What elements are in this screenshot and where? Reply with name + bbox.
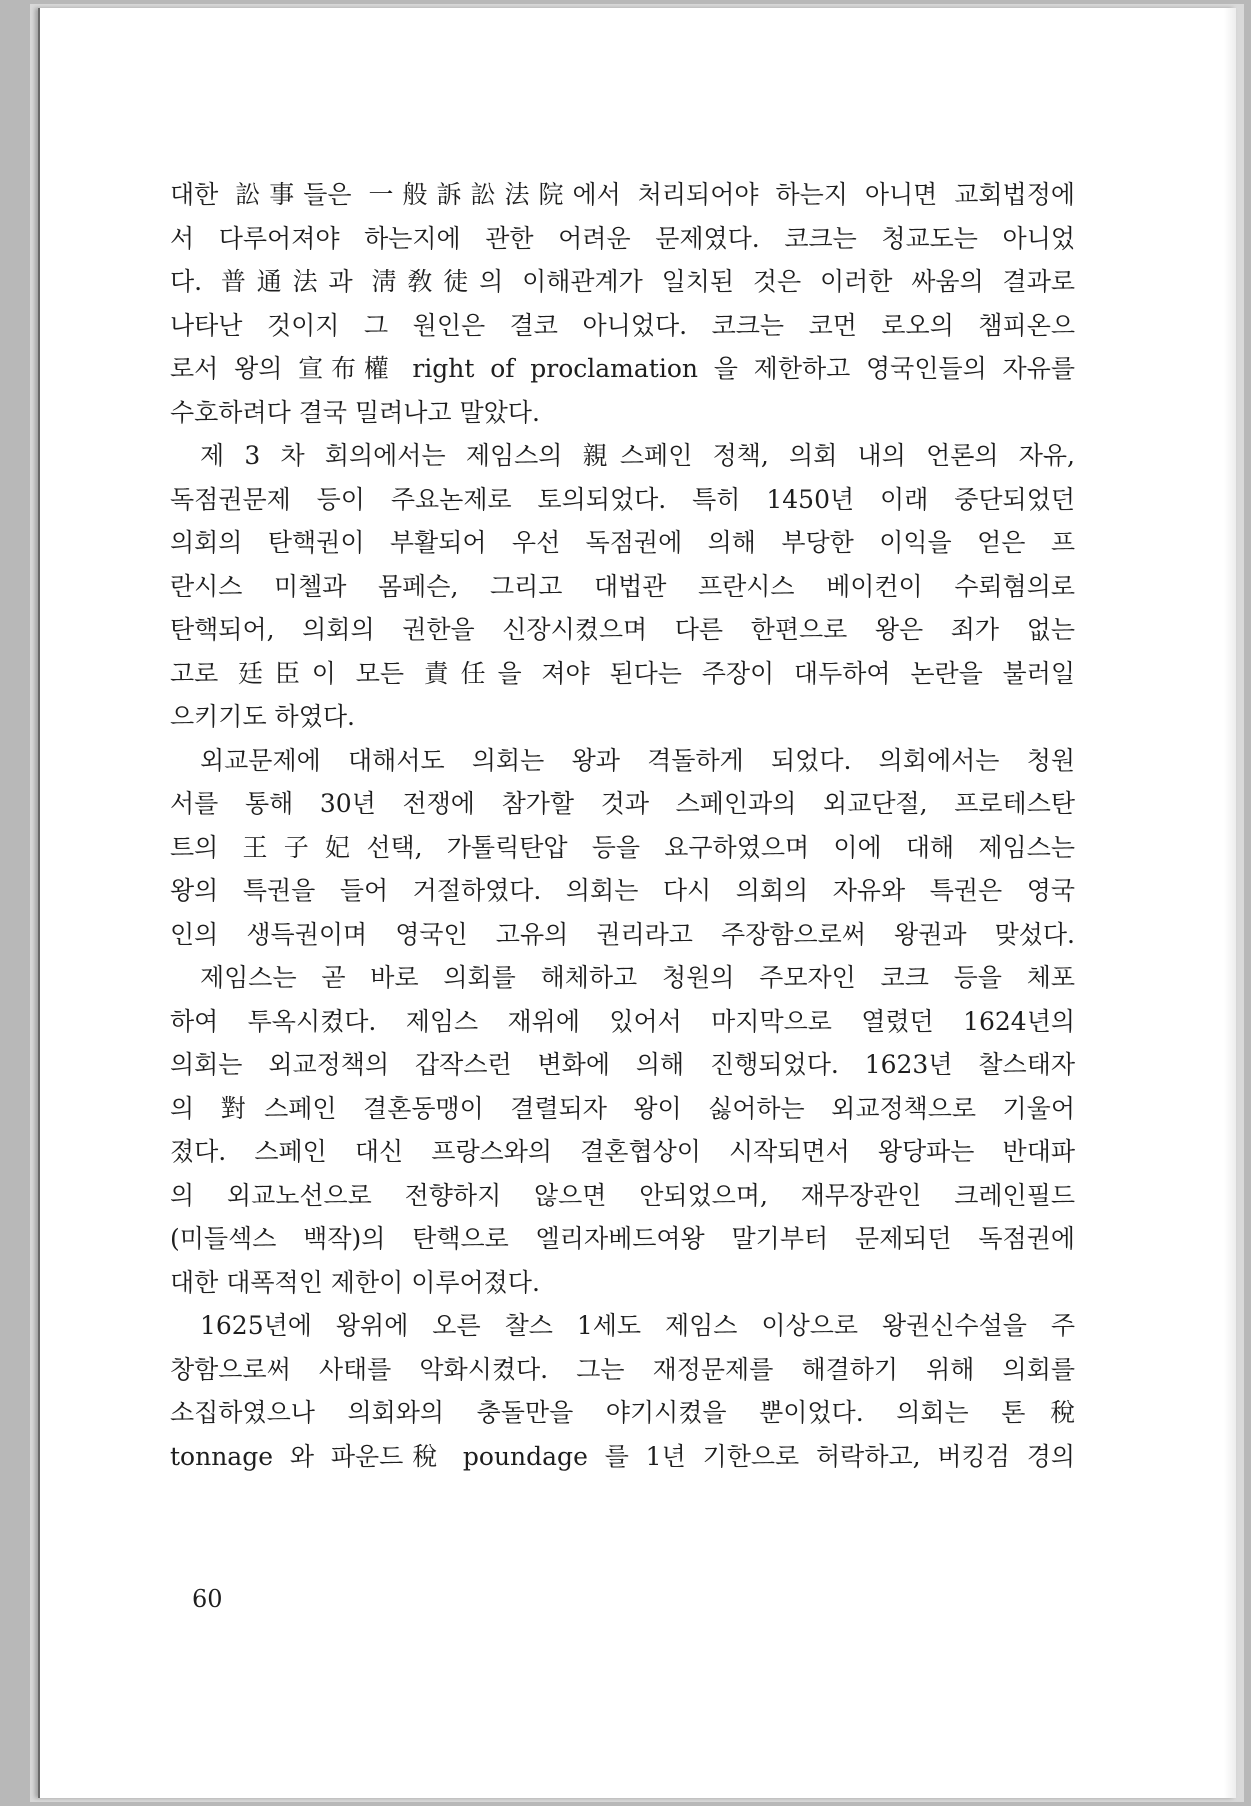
text-line: 의회는 외교정책의 갑작스런 변화에 의해 진행되었다. 1623년 찰스태자 <box>170 1050 1075 1079</box>
text-line: 졌다. 스페인 대신 프랑스와의 결혼협상이 시작되면서 왕당파는 반대파 <box>170 1137 1075 1166</box>
text-line: tonnage 와 파운드稅 poundage 를 1년 기한으로 허락하고, 버킹검 경의 <box>170 1441 1075 1471</box>
text-line: 란시스 미첼과 몸페슨, 그리고 대법관 프란시스 베이컨이 수뢰혐의로 <box>170 571 1075 601</box>
text-line: 다. 普通法과 淸敎徒의 이해관계가 일치된 것은 이러한 싸움의 결과로 <box>170 267 1075 296</box>
text-line: 서를 통해 30년 전쟁에 참가할 것과 스페인과의 외교단절, 프로테스탄 <box>170 789 1075 818</box>
text-line: 로서 왕의 宣布權 right of proclamation 을 제한하고 영국인들의 자유를 <box>170 354 1075 383</box>
text-line: 의회의 탄핵권이 부활되어 우선 독점권에 의해 부당한 이익을 얻은 프 <box>170 528 1075 557</box>
text-line: 제임스는 곧 바로 의회를 해체하고 청원의 주모자인 코크 등을 체포 <box>200 963 1075 992</box>
text-line: 외교문제에 대해서도 의회는 왕과 격돌하게 되었다. 의회에서는 청원 <box>200 745 1075 775</box>
text-line: 탄핵되어, 의회의 권한을 신장시켰으며 다른 한편으로 왕은 죄가 없는 <box>170 615 1075 644</box>
page-edge <box>1224 8 1236 1798</box>
text-line: 트의 王子妃선택, 가톨릭탄압 등을 요구하였으며 이에 대해 제임스는 <box>170 832 1075 862</box>
text-line: 고로 廷臣이 모든 責任을 져야 된다는 주장이 대두하여 논란을 불러일 <box>170 658 1075 688</box>
text-line: 제 3 차 회의에서는 제임스의 親스페인 정책, 의회 내의 언론의 자유, <box>200 441 1075 470</box>
text-line: 대한 訟事들은 一般訴訟法院에서 처리되어야 하는지 아니면 교회법정에 <box>170 180 1075 209</box>
page-number: 60 <box>192 1585 223 1613</box>
text-line: 창함으로써 사태를 악화시켰다. 그는 재정문제를 해결하기 위해 의회를 <box>170 1354 1075 1384</box>
text-line: 서 다루어져야 하는지에 관한 어려운 문제였다. 코크는 청교도는 아니었 <box>170 223 1075 253</box>
text-line: 인의 생득권이며 영국인 고유의 권리라고 주장함으로써 왕권과 맞섰다. <box>170 919 1075 949</box>
text-line: 수호하려다 결국 밀려나고 말았다. <box>170 397 540 427</box>
text-line: 의 對스페인 결혼동맹이 결렬되자 왕이 싫어하는 외교정책으로 기울어 <box>170 1093 1075 1123</box>
text-line: 소집하였으나 의회와의 충돌만을 야기시켰을 뿐이었다. 의회는 톤稅 <box>170 1398 1075 1427</box>
text-line: 대한 대폭적인 제한이 이루어졌다. <box>170 1267 540 1297</box>
text-line: 하여 투옥시켰다. 제임스 재위에 있어서 마지막으로 열렸던 1624년의 <box>170 1006 1075 1036</box>
text-line: 독점권문제 등이 주요논제로 토의되었다. 특히 1450년 이래 중단되었던 <box>170 484 1075 514</box>
text-line: (미들섹스 백작)의 탄핵으로 엘리자베드여왕 말기부터 문제되던 독점권에 <box>170 1224 1075 1253</box>
body-text <box>170 173 1075 1478</box>
text-line: 나타난 것이지 그 원인은 결코 아니었다. 코크는 코먼 로오의 챔피온으 <box>170 310 1075 340</box>
text-line: 1625년에 왕위에 오른 찰스 1세도 제임스 이상으로 왕권신수설을 주 <box>200 1311 1075 1340</box>
text-line: 왕의 특권을 들어 거절하였다. 의회는 다시 의회의 자유와 특권은 영국 <box>170 876 1075 905</box>
text-line: 으키기도 하였다. <box>170 702 355 731</box>
book-page <box>38 8 1236 1798</box>
text-line: 의 외교노선으로 전향하지 않으면 안되었으며, 재무장관인 크레인필드 <box>170 1180 1075 1210</box>
